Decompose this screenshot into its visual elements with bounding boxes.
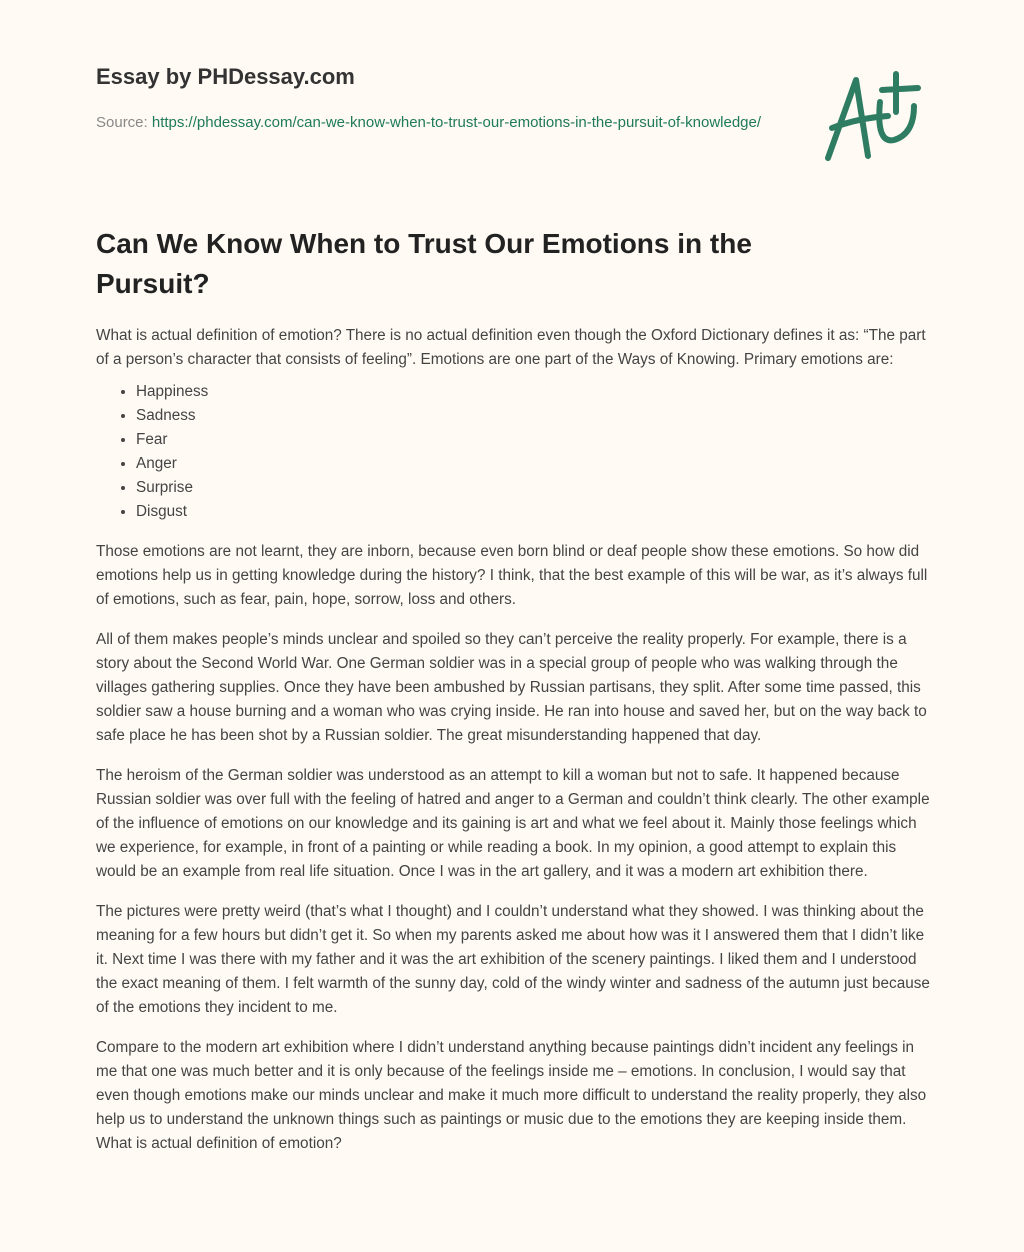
a-plus-logo <box>818 66 928 166</box>
list-item: • Fear <box>136 428 936 452</box>
paragraph: All of them makes people’s minds unclear and spoiled so they can’t perceive the reality properly. For example, there is a story about the Second World War. One German soldier was in a special group of people who was walking through the villages gathering supplies. Once they have been ambushed by Russian partisans, they split. After some time passed, this soldier saw a house burning and a woman who was crying inside. He ran into house and saved her, but on the way back to safe place he has been shot by a Russian soldier. The great misunderstanding happened that day. <box>96 631 927 744</box>
list-item: • Surprise <box>136 476 936 500</box>
paragraph: The pictures were pretty weird (that’s what I thought) and I couldn’t understand what they showed. I was thinking about the meaning for a few hours but didn’t get it. So when my parents asked me about how was it I answered them that I didn’t like it. Next time I was there with my father and it was the art exhibition of the scenery paintings. I liked them and I understood the exact meaning of them. I felt warmth of the sunny day, cold of the windy winter and sadness of the autumn just because of the emotions they incident to me. <box>96 903 930 1016</box>
paragraph: The heroism of the German soldier was understood as an attempt to kill a woman but not to safe. It happened because Russian soldier was over full with the feeling of hatred and anger to a German and couldn’t think clearly. The other example of the influence of emotions on our knowledge and its gaining is art and what we feel about it. Mainly those feelings which we experience, for example, in front of a painting or while reading a book. In my opinion, a good attempt to explain this would be an example from real life situation. Once I was in the art gallery, and it was a modern art exhibition there. <box>96 767 930 880</box>
page-title: Can We Know When to Trust Our Emotions in the Pursuit? <box>96 228 752 299</box>
list-item: • Sadness <box>136 404 936 428</box>
site-brand: Essay by PHDessay.com <box>96 64 355 89</box>
source-label: Source: <box>96 114 148 131</box>
essay-body <box>96 324 936 1172</box>
list-item: • Disgust <box>136 500 936 524</box>
list-item: • Anger <box>136 452 936 476</box>
source-link[interactable]: https://phdessay.com/can-we-know-when-to-trust-our-emotions-in-the-pursuit-of-knowledge/ <box>151 114 762 131</box>
emotions-list <box>96 380 936 524</box>
list-item: • Happiness <box>136 380 936 404</box>
paragraph: Compare to the modern art exhibition where I didn’t understand anything because paintings didn’t incident any feelings in me that one was much better and it is only because of the feelings inside me – emotions. In conclusion, I would say that even though emotions make our minds unclear and make it much more difficult to understand the reality properly, they also help us to understand the unknown things such as paintings or music due to the emotions they are keeping inside them. What is actual definition of emotion? <box>96 1039 927 1152</box>
paragraph: What is actual definition of emotion? There is no actual definition even though the Oxford Dictionary defines it as: “The part of a person’s character that consists of feeling”. Emotions are one part of the Ways of Knowing. Primary emotions are: <box>96 327 926 368</box>
source-line <box>96 111 776 135</box>
paragraph: Those emotions are not learnt, they are inborn, because even born blind or deaf people show these emotions. So how did emotions help us in getting knowledge during the history? I think, that the best example of this will be war, as it’s always full of emotions, such as fear, pain, hope, sorrow, loss and others. <box>96 543 928 608</box>
